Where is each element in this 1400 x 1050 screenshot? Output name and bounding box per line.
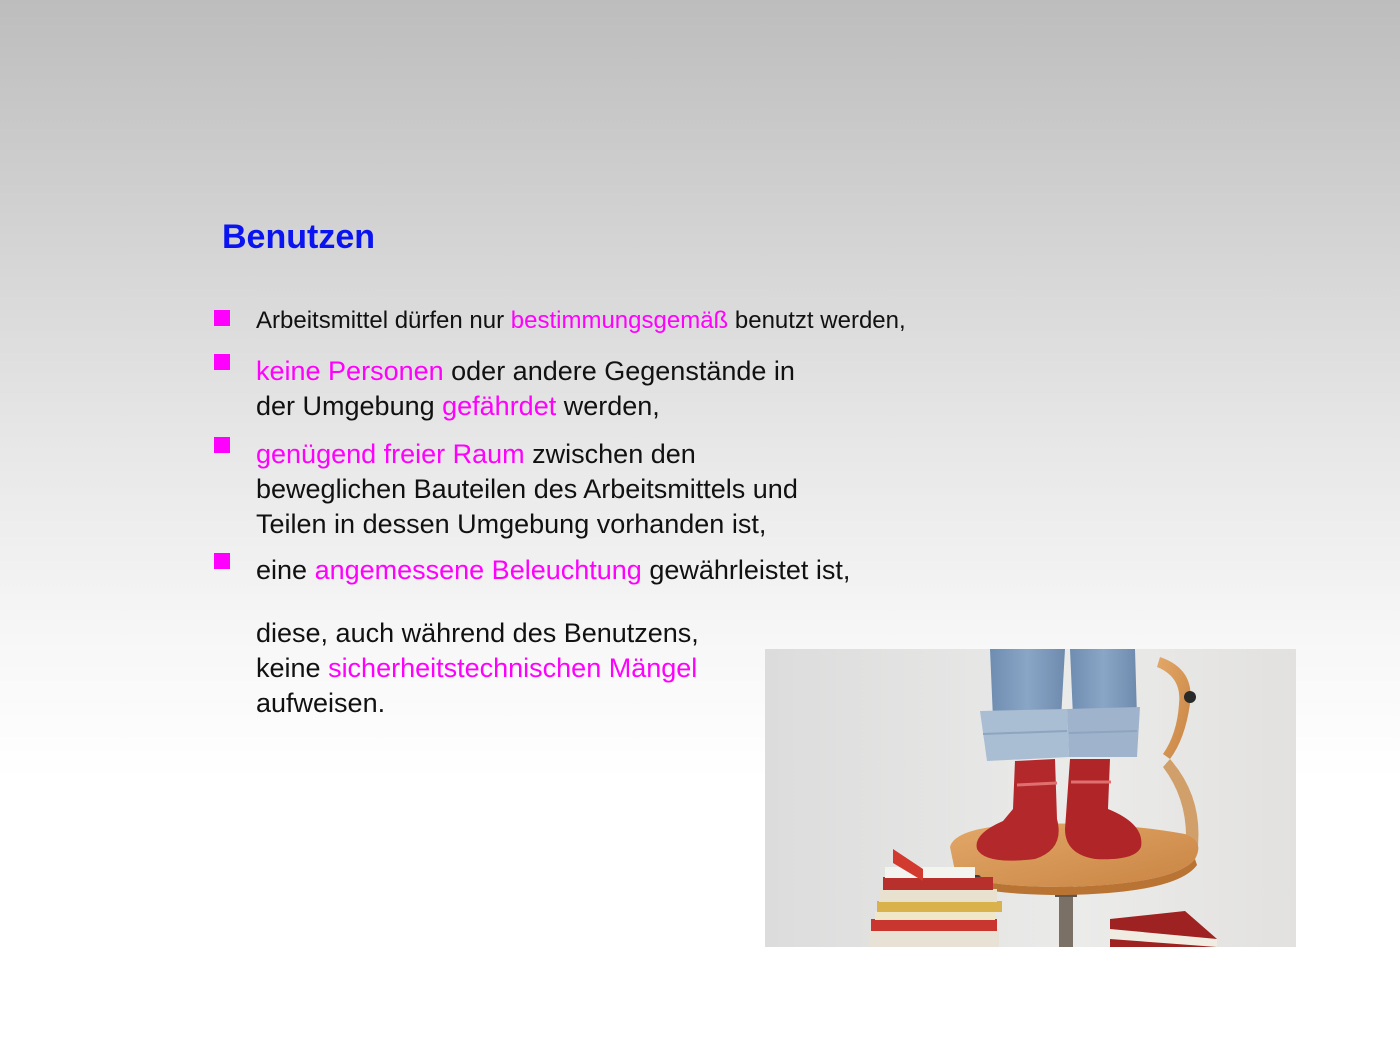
- bullet-text: Teilen in dessen Umgebung vorhanden ist,: [256, 509, 767, 539]
- bullet-item-3: [214, 437, 1014, 542]
- bullet-item-2: [214, 354, 1014, 424]
- bullet-highlight: bestimmungsgemäß: [510, 307, 729, 334]
- bullet-text: zwischen den: [524, 439, 696, 469]
- bullet-highlight: gefährdet: [442, 391, 557, 421]
- bullet-square-icon: [214, 354, 230, 370]
- bullet-item-4: [214, 553, 1014, 588]
- closing-line-3: aufweisen.: [256, 688, 386, 718]
- closing-line-1: diese, auch während des Benutzens,: [256, 618, 699, 648]
- bullet-list: [214, 300, 1014, 588]
- bullet-text: eine: [256, 555, 315, 585]
- bullet-text: Arbeitsmittel dürfen nur: [256, 307, 511, 334]
- slide-title: Benutzen: [222, 218, 375, 256]
- person-on-chair-photo: [765, 649, 1296, 947]
- bullet-text: beweglichen Bauteilen des Arbeitsmittels und: [256, 474, 798, 504]
- bullet-text: der Umgebung: [256, 391, 443, 421]
- bullet-square-icon: [214, 437, 230, 453]
- closing-line-2-prefix: keine: [256, 653, 329, 683]
- bullet-highlight: keine Personen: [256, 356, 444, 386]
- closing-highlight: sicherheitstechnischen Mängel: [328, 653, 698, 683]
- bullet-item-1: [214, 300, 1014, 342]
- photo-illustration: [765, 649, 1296, 947]
- bullet-square-icon: [214, 310, 230, 326]
- bullet-square-icon: [214, 553, 230, 569]
- bullet-text: oder andere Gegenstände in: [443, 356, 795, 386]
- bullet-text: benutzt werden,: [728, 307, 906, 334]
- bullet-text: werden,: [556, 391, 660, 421]
- bullet-highlight: genügend freier Raum: [256, 439, 525, 469]
- bullet-highlight: angemessene Beleuchtung: [314, 555, 642, 585]
- closing-paragraph: [256, 616, 699, 721]
- bullet-text: gewährleistet ist,: [641, 555, 851, 585]
